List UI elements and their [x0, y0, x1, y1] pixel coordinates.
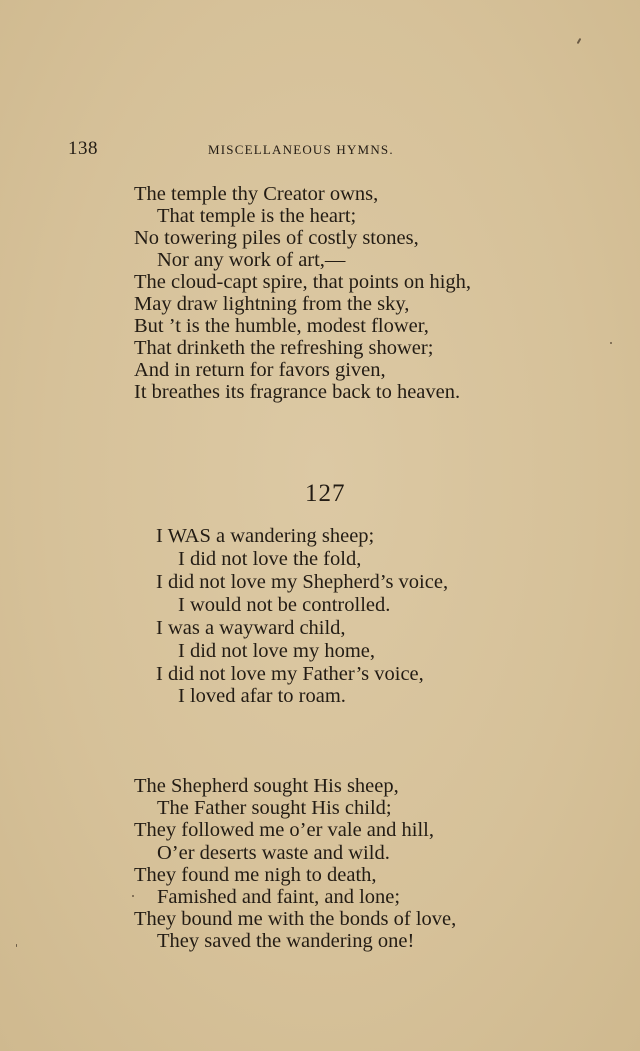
verse-line: I loved afar to roam.: [178, 685, 346, 707]
verse-line: The cloud-capt spire, that points on high,: [134, 271, 472, 293]
verse-line: I WAS a wandering sheep;: [156, 525, 375, 547]
verse-line: That temple is the heart;: [157, 205, 357, 227]
verse-line: They bound me with the bonds of love,: [134, 908, 457, 930]
verse-line: But ’t is the humble, modest flower,: [134, 315, 429, 337]
verse-line: I would not be controlled.: [178, 594, 391, 616]
verse-line: The Shepherd sought His sheep,: [134, 775, 399, 797]
verse-line: I did not love the fold,: [178, 548, 362, 570]
verse-line: And in return for favors given,: [134, 359, 386, 381]
verse-line: They found me nigh to death,: [134, 864, 377, 886]
verse-line: I did not love my Father’s voice,: [156, 663, 424, 685]
verse-line: No towering piles of costly stones,: [134, 227, 419, 249]
verse-line: They saved the wandering one!: [157, 930, 415, 952]
verse-line: May draw lightning from the sky,: [134, 293, 410, 315]
paper-speck: [132, 895, 134, 897]
verse-line: That drinketh the refreshing shower;: [134, 337, 434, 359]
verse-line: O’er deserts waste and wild.: [157, 842, 390, 864]
paper-speck: [577, 38, 582, 44]
verse-line: I was a wayward child,: [156, 617, 346, 639]
verse-line: The temple thy Creator owns,: [134, 183, 379, 205]
page-number: 138: [68, 138, 98, 159]
verse-line: They followed me o’er vale and hill,: [134, 819, 434, 841]
verse-line: I did not love my home,: [178, 640, 376, 662]
verse-line: It breathes its fragrance back to heaven.: [134, 381, 461, 403]
verse-line: Nor any work of art,—: [157, 249, 346, 271]
verse-line: Famished and faint, and lone;: [157, 886, 401, 908]
paper-speck: [16, 944, 17, 947]
verse-line: The Father sought His child;: [157, 797, 392, 819]
running-head: MISCELLANEOUS HYMNS.: [208, 142, 394, 157]
hymn-number: 127: [305, 480, 346, 507]
page-header: [68, 138, 458, 160]
verse-line: I did not love my Shepherd’s voice,: [156, 571, 449, 593]
paper-speck: [610, 342, 612, 344]
